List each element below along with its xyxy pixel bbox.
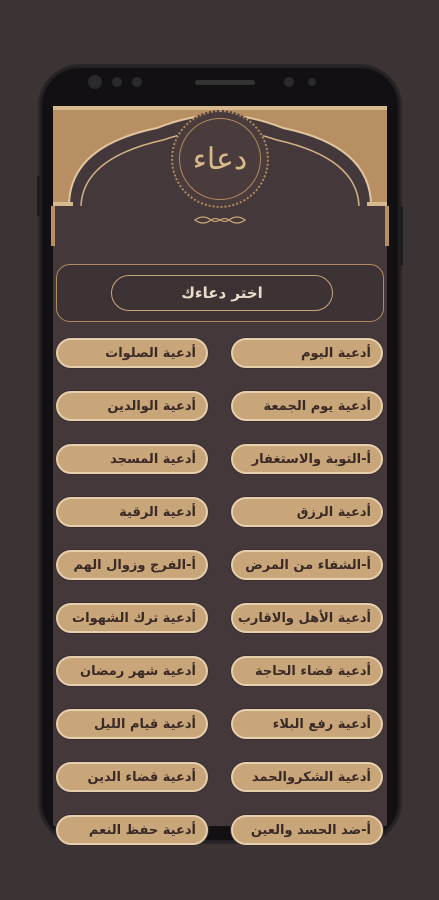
dua-button-left-7[interactable]: أدعية قيام الليل <box>56 709 208 739</box>
status-sensors <box>40 66 400 102</box>
dua-button-right-8[interactable]: أدعية الشكروالحمد <box>231 762 383 792</box>
dua-button-left-8[interactable]: أدعية قضاء الدين <box>56 762 208 792</box>
front-camera-icon <box>88 75 102 89</box>
dua-button-right-7[interactable]: أدعية رفع البلاء <box>231 709 383 739</box>
app-logo <box>171 110 269 208</box>
dua-button-left-2[interactable]: أدعية المسجد <box>56 444 208 474</box>
title-panel <box>56 264 384 322</box>
dua-button-left-3[interactable]: أدعية الرقية <box>56 497 208 527</box>
proximity-sensor-icon <box>284 77 294 87</box>
logo-calligraphy: دعاء <box>179 118 261 200</box>
volume-button <box>37 176 40 216</box>
dua-button-left-0[interactable]: أدعية الصلوات <box>56 338 208 368</box>
dua-button-right-3[interactable]: أدعية الرزق <box>231 497 383 527</box>
dua-button-right-9[interactable]: أ-ضد الحسد والعين <box>231 815 383 845</box>
sensor-icon <box>132 77 142 87</box>
dua-button-left-6[interactable]: أدعية شهر رمضان <box>56 656 208 686</box>
dua-button-left-4[interactable]: أ-الفرج وزوال الهم <box>56 550 208 580</box>
dua-button-left-5[interactable]: أدعية ترك الشهوات <box>56 603 208 633</box>
dua-button-right-0[interactable]: أدعية اليوم <box>231 338 383 368</box>
dua-button-right-4[interactable]: أ-الشفاء من المرض <box>231 550 383 580</box>
dua-button-right-5[interactable]: أدعية الأهل والاقارب <box>231 603 383 633</box>
sensor-icon <box>308 78 316 86</box>
dua-button-left-9[interactable]: أدعية حفظ النعم <box>56 815 208 845</box>
earpiece-speaker <box>195 80 255 85</box>
phone-frame <box>40 66 400 842</box>
power-button <box>400 206 403 266</box>
dua-button-right-2[interactable]: أ-التوبة والاستغفار <box>231 444 383 474</box>
sensor-icon <box>112 77 122 87</box>
app-screen <box>53 106 387 838</box>
dua-button-right-6[interactable]: أدعية قضاء الحاجة <box>231 656 383 686</box>
dua-button-right-1[interactable]: أدعية يوم الجمعة <box>231 391 383 421</box>
ornament-divider-icon <box>193 214 247 226</box>
page-title: اختر دعاءك <box>111 275 333 311</box>
dua-button-left-1[interactable]: أدعية الوالدين <box>56 391 208 421</box>
